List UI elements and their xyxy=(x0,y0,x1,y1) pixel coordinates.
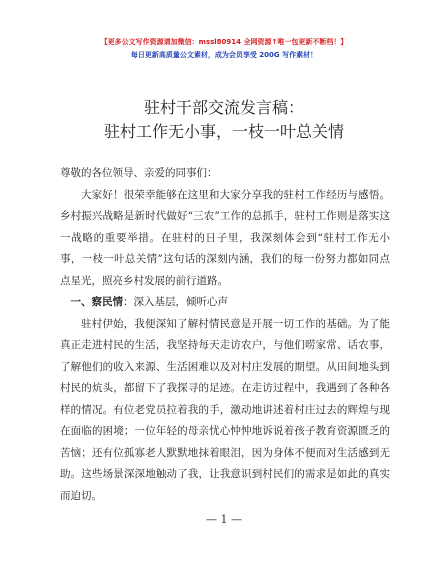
promo-banner xyxy=(0,36,448,62)
title-line-2: 驻村工作无小事，一枝一叶总关情 xyxy=(103,122,344,141)
section-heading-label: 一、察民情 xyxy=(70,296,123,308)
document-title xyxy=(0,96,448,144)
promo-line-1: 【更多公文写作资源请加微信：mssl80914 全网资源↑唯一包更新不断档！】 xyxy=(100,38,348,46)
section-heading-colon: ： xyxy=(123,296,134,308)
section-heading-1 xyxy=(60,292,390,314)
page-number: — 1 — xyxy=(206,513,242,526)
section-heading-subtitle: 深入基层，倾听心声 xyxy=(133,296,228,308)
promo-line-2: 每日更新高质量公文素材，成为会员享受 200G 写作素材！ xyxy=(130,51,318,59)
paragraph-intro: 大家好！很荣幸能够在这里和大家分享我的驻村工作经历与感悟。乡村振兴战略是新时代做好“三农”工作的总抓手，驻村工作则是落实这一战略的重要举措。在驻村的日子里，我深刻体会到“驻村工作无小事，一枝一叶总关情”这句话的深刻内涵，我们的每一份努力都如同点点星光，照亮乡村发展的前行道路。 xyxy=(60,188,390,287)
paragraph-field-visits: 驻村伊始，我便深知了解村情民意是开展一切工作的基础。为了能真正走进村民的生活，我坚持每天走访农户，与他们唠家常、话农事，了解他们的收入来源、生活困难以及对村庄发展的期望。从田间地头到村民的炕头，都留下了我探寻的足迹。在走访过程中，我遇到了各种各样的情况。有位老党员拉着我的手，激动地讲述着村庄过去的辉煌与现在面临的困境；一位年轻的母亲忧心忡忡地诉说着孩子教育资源匮乏的苦恼；还有位孤寡老人默默地抹着眼泪，因为身体不便而对生活感到无助。这些场景深深地触动了我，让我意识到村民们的需求是如此的真实而迫切。 xyxy=(60,317,390,502)
document-body xyxy=(60,163,390,507)
title-line-1: 驻村干部交流发言稿： xyxy=(143,98,304,117)
salutation: 尊敬的各位领导、亲爱的同事们： xyxy=(60,167,218,179)
